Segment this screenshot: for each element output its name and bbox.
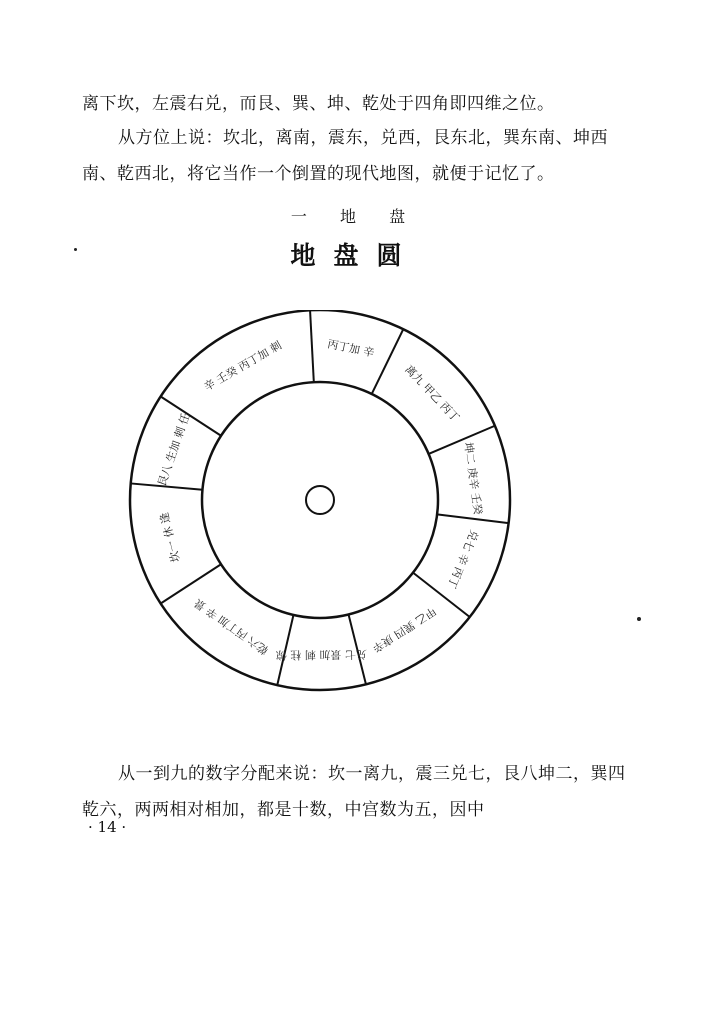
sector-text: 艮八 生加 刺 任 [155,411,193,488]
sector-divider [372,329,404,394]
sector-text: 坎一 休 逢 [157,511,183,564]
outer-ring [130,310,510,690]
sector-text: 兑七 景加 刺 柱 惊 [275,647,367,662]
center-hole [306,486,334,514]
section-title: 一 地 盘 [290,207,420,226]
sector-text: 辛 壬癸 丙丁加 刺 [201,338,284,394]
sector-text: 乾六 丙丁加 辛 景 [191,596,271,657]
inner-ring [202,382,438,618]
sector-text: 坤二 庚辛 壬癸 [461,441,485,516]
stray-dot-left [74,248,77,251]
sector-divider [310,310,314,382]
paragraph-numbers: 从一到九的数字分配来说：坎一离九，震三兑七，艮八坤二，巽四乾六，两两相对相加，都是十数，中宫数为五，因中 [82,764,626,820]
sector-text: 离九 甲乙 丙丁 [402,362,462,425]
sector-divider [429,426,495,454]
earth-plate-dial [120,310,520,710]
diagram-title: 地盘圆 [290,241,420,270]
paragraph-line-1: 离下坎，左震右兑，而艮、巽、坤、乾处于四角即四维之位。 [82,94,555,114]
stray-dot-right [637,617,641,621]
sector-text: 甲乙 巽四 庚辛 [369,604,439,655]
page-number: · 14 · [88,818,127,836]
sector-divider [161,564,221,603]
sector-divider [437,514,508,523]
paragraph-directions: 从方位上说：坎北，离南，震东，兑西，艮东北，巽东南、坤西南、乾西北，将它当作一个倒置的现代地图，就便于记忆了。 [82,128,608,184]
sector-text: 兑七 辛 丙丁 [444,527,481,591]
sector-text: 丙丁加 辛 [326,337,376,360]
